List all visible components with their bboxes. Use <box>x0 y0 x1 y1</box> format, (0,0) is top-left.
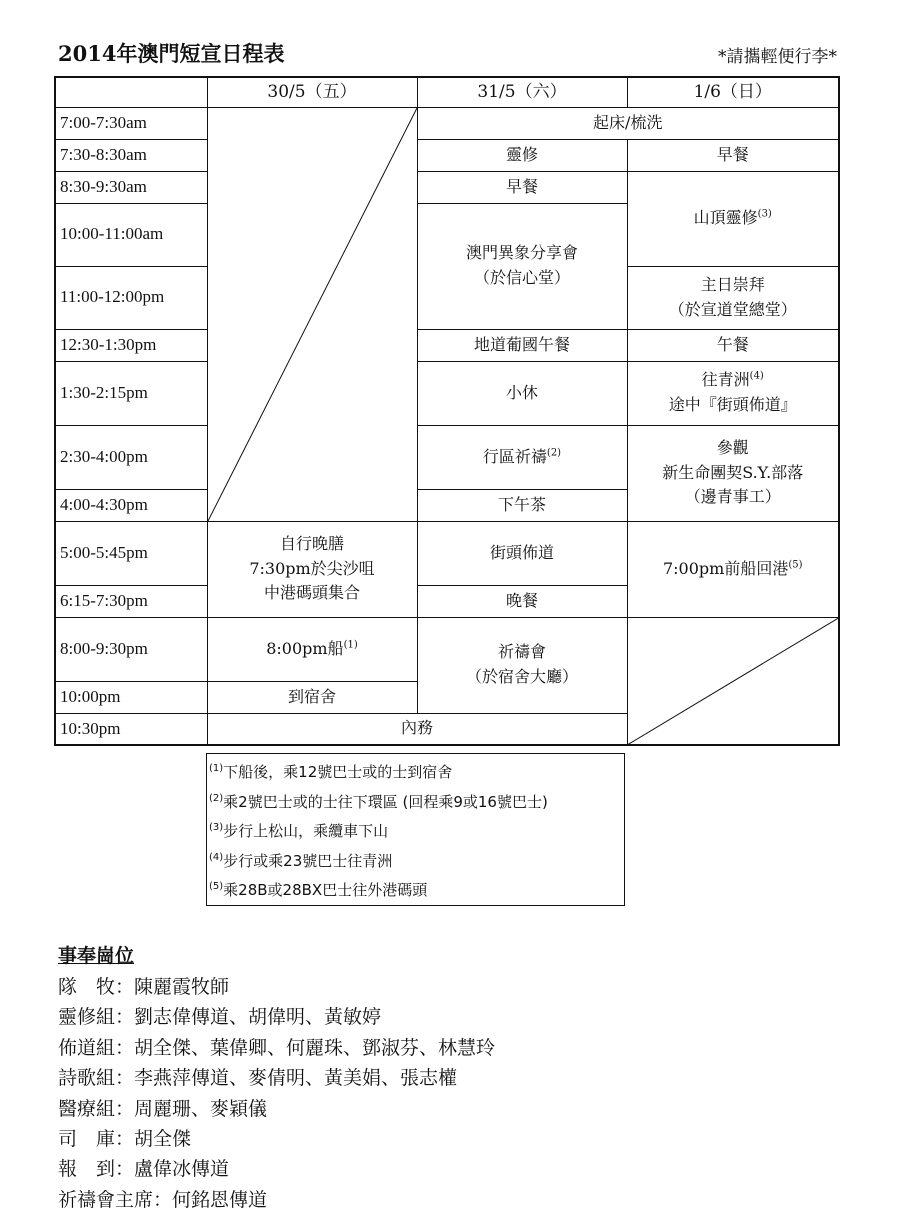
page-title: 2014年澳門短宣日程表 <box>58 41 285 66</box>
luggage-note: *請攜輕便行李* <box>718 47 837 67</box>
activity-cell: 往青洲$^{(4)}$ 途中『街頭佈道』 <box>627 361 839 425</box>
activity-cell: 早餐 <box>417 171 627 203</box>
activity-cell: 澳門異象分享會 （於信心堂） <box>417 203 627 329</box>
time-slot: 10:00-11:00am <box>55 203 207 266</box>
duty-row: 詩歌組：李燕萍傳道、麥倩明、黃美娟、張志權 <box>58 1067 458 1090</box>
header-day: 30/5（五） <box>207 77 417 107</box>
time-slot: 8:00-9:30pm <box>55 617 207 681</box>
duty-row: 報 到：盧偉冰傳道 <box>58 1158 230 1181</box>
time-slot: 10:30pm <box>55 713 207 745</box>
activity-cell: 靈修 <box>417 139 627 171</box>
time-slot: 5:00-5:45pm <box>55 521 207 585</box>
footnotes-box <box>206 753 625 906</box>
activity-cell: 晚餐 <box>417 585 627 617</box>
duty-row: 祈禱會主席：何銘恩傳道 <box>58 1188 268 1211</box>
time-slot: 7:30-8:30am <box>55 139 207 171</box>
activity-cell: 7:00pm前船回港$^{(5)}$ <box>627 521 839 617</box>
activity-cell: 街頭佈道 <box>417 521 627 585</box>
empty-diagonal-cell <box>627 617 839 745</box>
footnote-item: $^{(2)}$乘2號巴士或的士往下環區 (回程乘9或16號巴士) <box>209 792 548 811</box>
time-slot: 10:00pm <box>55 681 207 713</box>
footnote-ref: (5) <box>788 559 803 571</box>
activity-cell: 8:00pm船$^{(1)}$ <box>207 617 417 681</box>
activity-cell: 早餐 <box>627 139 839 171</box>
time-slot: 7:00-7:30am <box>55 107 207 139</box>
time-slot: 11:00-12:00pm <box>55 266 207 329</box>
footnote-ref: (4) <box>749 370 764 382</box>
header-day: 31/5（六） <box>417 77 627 107</box>
footnote-ref: (1) <box>343 639 358 651</box>
time-slot: 12:30-1:30pm <box>55 329 207 361</box>
footnote-ref: (3) <box>757 208 772 220</box>
activity-cell: 午餐 <box>627 329 839 361</box>
activity-cell: 內務 <box>207 713 627 745</box>
activity-cell: 小休 <box>417 361 627 425</box>
schedule-table <box>54 76 840 746</box>
empty-diagonal-cell <box>207 107 417 521</box>
duty-row: 靈修組：劉志偉傳道、胡偉明、黃敏婷 <box>58 1006 382 1029</box>
activity-cell: 下午茶 <box>417 489 627 521</box>
footnote-item: $^{(1)}$下船後，乘12號巴士或的士到宿舍 <box>209 763 453 781</box>
time-slot: 4:00-4:30pm <box>55 489 207 521</box>
header-time <box>55 77 207 107</box>
activity-cell: 行區祈禱$^{(2)}$ <box>417 425 627 489</box>
duty-section <box>58 940 495 1215</box>
activity-cell: 主日崇拜 （於宣道堂總堂） <box>627 266 839 329</box>
duty-row: 司 庫：胡全傑 <box>58 1127 192 1150</box>
footnote-item: $^{(4)}$步行或乘23號巴士往青洲 <box>209 851 393 870</box>
activity-cell: 山頂靈修$^{(3)}$ <box>627 171 839 266</box>
time-slot: 8:30-9:30am <box>55 171 207 203</box>
duty-row: 隊 牧：陳麗霞牧師 <box>58 976 230 998</box>
duty-row: 醫療組：周麗珊、麥穎儀 <box>58 1097 268 1120</box>
duty-heading: 事奉崗位 <box>58 945 135 967</box>
activity-cell: 地道葡國午餐 <box>417 329 627 361</box>
activity-cell: 自行晚膳 7:30pm於尖沙咀 中港碼頭集合 <box>207 521 417 617</box>
footnote-ref: (2) <box>546 447 562 459</box>
duty-row: 佈道組：胡全傑、葉偉卿、何麗珠、鄧淑芬、林慧玲 <box>58 1036 496 1059</box>
activity-cell: 起床/梳洗 <box>417 107 839 139</box>
activity-cell: 參觀 新生命團契S.Y.部落 （邊青事工） <box>627 425 839 521</box>
time-slot: 2:30-4:00pm <box>55 425 207 489</box>
activity-cell: 祈禱會 （於宿舍大廳） <box>417 617 627 713</box>
time-slot: 1:30-2:15pm <box>55 361 207 425</box>
footnote-item: $^{(3)}$步行上松山，乘纜車下山 <box>209 822 389 840</box>
footnote-item: $^{(5)}$乘28B或28BX巴士往外港碼頭 <box>209 881 428 899</box>
activity-cell: 到宿舍 <box>207 681 417 713</box>
time-slot: 6:15-7:30pm <box>55 585 207 617</box>
header-day: 1/6（日） <box>627 77 839 107</box>
